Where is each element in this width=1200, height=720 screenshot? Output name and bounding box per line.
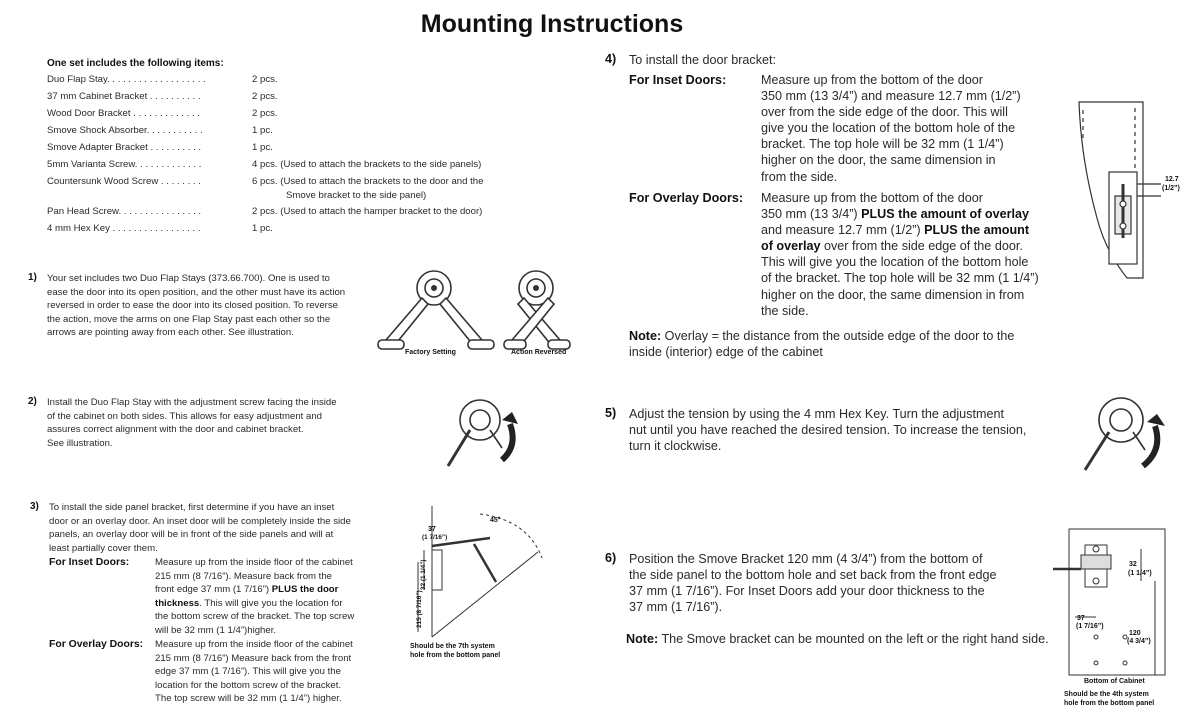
svg-text:12.7: 12.7 <box>1165 176 1179 183</box>
kit-item: Countersunk Wood Screw . . . . . . . . 6 pcs. (Used to attach the brackets to the door and the Smove bracket to the side panel) <box>47 176 484 201</box>
kit-item: Duo Flap Stay. . . . . . . . . . . . . . . . . . . 2 pcs. <box>47 74 278 85</box>
flap-stay-illustration <box>372 262 582 362</box>
svg-text:45°: 45° <box>490 517 501 524</box>
action-reversed-label: Action Reversed <box>511 349 567 356</box>
s4-inset-label: For Inset Doors: <box>629 73 727 87</box>
step-6-number: 6) <box>605 551 617 565</box>
svg-text:32: 32 <box>1129 561 1137 568</box>
svg-text:37: 37 <box>1077 615 1085 622</box>
svg-text:Bottom of Cabinet: Bottom of Cabinet <box>1084 678 1145 685</box>
kit-item: 5mm Varianta Screw. . . . . . . . . . . . . 4 pcs. (Used to attach the brackets to the side panels) <box>47 159 482 170</box>
page-title: Mounting Instructions <box>420 10 684 38</box>
svg-text:(4 3/4”): (4 3/4”) <box>1127 638 1151 645</box>
s6-note: Note: The Smove bracket can be mounted on the left or the right hand side. <box>626 632 1049 646</box>
svg-text:215 (8 7/16”): 215 (8 7/16”) <box>416 590 423 628</box>
s6-fig-note: Should be the 4th system hole from the bottom panel <box>1064 691 1155 707</box>
s3-inset-label: For Inset Doors: <box>49 557 130 568</box>
step-2-text: Install the Duo Flap Stay with the adjustment screw facing the inside of the cabinet on both sides. This allows for easy adjustment and assures correct alignment with the door and cabinet bracket. See illustration. <box>47 397 337 449</box>
kit-header: One set includes the following items: <box>47 58 224 69</box>
kit-item: Smove Shock Absorber. . . . . . . . . . . 1 pc. <box>47 125 273 136</box>
s4-overlay-text: Measure up from the bottom of the door 350 mm (13 3/4”) PLUS the amount of overlay and measure 12.7 mm (1/2”) PLUS the amount of overlay over from the side edge of the door. This will give you the location of the bottom hole of the bracket. The top hole will be 32 mm (1 1/4”) higher on the door, the same dimension in from the side. <box>761 191 1039 318</box>
kit-item: Pan Head Screw. . . . . . . . . . . . . . . . 2 pcs. (Used to attach the hamper bracket to the door) <box>47 206 483 217</box>
side-bracket-diagram <box>410 502 560 642</box>
svg-text:32 (1 1/4”): 32 (1 1/4”) <box>420 559 427 590</box>
s4-inset-text: Measure up from the bottom of the door 350 mm (13 3/4”) and measure 12.7 mm (1/2”) over from the side edge of the door. This will give you the location of the bottom hole of the bracket. The top hole will be 32 mm (1 1/4”) higher on the door, the same dimension in from the side. <box>761 73 1021 184</box>
kit-item: Wood Door Bracket . . . . . . . . . . . . . 2 pcs. <box>47 108 278 119</box>
kit-item: Smove Adapter Bracket . . . . . . . . . . 1 pc. <box>47 142 273 153</box>
s3-overlay-text: Measure up from the inside floor of the cabinet 215 mm (8 7/16”) Measure back from the front edge 37 mm (1 7/16”). This will give you the location for the bottom screw of the bracket. The top screw will be 32 mm (1 1/4”) higher. <box>155 639 353 705</box>
smove-bracket-diagram <box>1045 527 1175 687</box>
svg-text:37: 37 <box>428 526 436 533</box>
svg-text:120: 120 <box>1129 630 1141 637</box>
step-4-number: 4) <box>605 52 617 66</box>
tension-adjustment-illustration <box>1075 388 1175 478</box>
s3-overlay-label: For Overlay Doors: <box>49 639 144 650</box>
kit-list <box>47 73 483 239</box>
s3-inset-text: Measure up from the inside floor of the cabinet 215 mm (8 7/16”). Measure back from the front edge 37 mm (1 7/16”) PLUS the door thickness. This will give you the location for the bottom screw of the bracket. The top screw will be 32 mm (1 1/4”)higher. <box>155 557 355 636</box>
step-5-text: Adjust the tension by using the 4 mm Hex Key. Turn the adjustment nut until you have reached the desired tension. To increase the tension, turn it clockwise. <box>629 407 1027 454</box>
door-bracket-diagram <box>1075 100 1195 285</box>
step-1-number: 1) <box>28 272 37 283</box>
step-1-text: Your set includes two Duo Flap Stays (373.66.700). One is used to ease the door into its open position, and the other must have its action reversed in order to ease the door into its closed position. To reverse the action, move the arms on one Flap Stay past each other so the arrows are pointing away from each other. See illustration. <box>47 273 346 339</box>
step-3-intro: To install the side panel bracket, first determine if you have an inset door or an overlay door. An inset door will be completely inside the side panels, an overlay door will be in front of the side panels and will at least partially cover them. <box>49 502 351 554</box>
factory-setting-label: Factory Setting <box>405 349 456 356</box>
s4-overlay-label: For Overlay Doors: <box>629 191 744 205</box>
svg-text:(1/2”): (1/2”) <box>1162 185 1180 192</box>
svg-text:(1 1/4”): (1 1/4”) <box>1128 570 1152 577</box>
step-3-number: 3) <box>30 501 39 512</box>
step-2-number: 2) <box>28 396 37 407</box>
step-4-intro: To install the door bracket: <box>629 53 777 67</box>
kit-item: 4 mm Hex Key . . . . . . . . . . . . . . . . . 1 pc. <box>47 223 273 234</box>
svg-text:(1 7/16”): (1 7/16”) <box>422 534 448 541</box>
step-6-text: Position the Smove Bracket 120 mm (4 3/4”) from the bottom of the side panel to the bottom hole and set back from the front edge 37 mm (1 7/16”). For Inset Doors add your door thickness to the 37 mm (1 7/16”). <box>629 552 997 615</box>
s4-note: Note: Overlay = the distance from the outside edge of the door to the inside (interior) edge of the cabinet <box>629 329 1015 360</box>
s3-fig-note: Should be the 7th system hole from the bottom panel <box>410 643 501 659</box>
svg-text:(1 7/16”): (1 7/16”) <box>1076 623 1104 630</box>
step-5-number: 5) <box>605 406 617 420</box>
kit-item: 37 mm Cabinet Bracket . . . . . . . . . . 2 pcs. <box>47 91 278 102</box>
adjustment-screw-illustration <box>440 390 530 470</box>
